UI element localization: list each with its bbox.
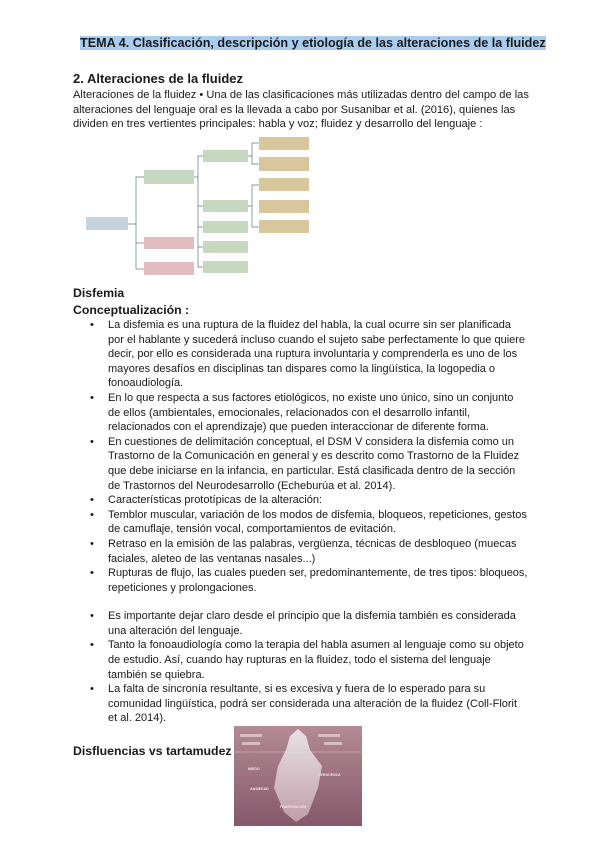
page-title — [78, 34, 548, 52]
iceberg-label: VERGÜENZA — [318, 773, 341, 777]
bullet-item: • Temblor muscular, variación de los modos de disfemia, bloqueos, repeticiones, gestos de camuflaje, tensión vocal, comportamientos de evitación. — [88, 508, 528, 537]
iceberg-label: MIEDO — [248, 767, 260, 771]
iceberg-image — [234, 726, 362, 826]
bullet-item: • En cuestiones de delimitación conceptual, el DSM V considera la disfemia como un Trastorno de la Comunicación en general y es descrito como Trastorno de la Fluidez que debe iniciarse en la infancia, en particular. Está clasificada dentro de la sección de Trastornos del Neurodesarrollo (Echeburúa et al. 2014). — [88, 435, 528, 493]
disfemia-bullet-list — [88, 318, 528, 726]
conceptualizacion-heading: Conceptualización : — [73, 303, 190, 317]
section-title: 2. Alteraciones de la fluidez — [73, 71, 244, 86]
page-title-text: TEMA 4. Clasificación, descripción y etiología de las alteraciones de la fluidez — [80, 36, 546, 50]
intro-paragraph: Alteraciones de la fluidez • Una de las clasificaciones más utilizadas dentro del campo de las alteraciones del lenguaje oral es la llevada a cabo por Susanibar et al. (2016), quienes las dividen en tres vertientes principales: habla y voz; fluidez y desarrollo del lenguaje : — [73, 89, 529, 130]
bullet-item: • La falta de sincronía resultante, si es excesiva y fuera de lo esperado para su comunidad lingüística, podrá ser considerada una alteración de la fluidez (Coll-Florit et al. 2014). — [88, 682, 528, 726]
disfluencias-heading: Disfluencias vs tartamudez — [73, 744, 232, 758]
iceberg-label: ANSIEDAD — [250, 787, 269, 791]
bullet-item: • Características prototípicas de la alteración: — [88, 493, 528, 508]
bullet-item: • En lo que respecta a sus factores etiológicos, no existe uno único, sino un conjunto de ellos (ambientales, emocionales, relacionados con el desarrollo infantil, relacionados con el aprendizaje) que pueden interaccionar de diferente forma. — [88, 391, 528, 435]
bullet-item: • La disfemia es una ruptura de la fluidez del habla, la cual ocurre sin ser planificada por el hablante y sucederá incluso cuando el sujeto sabe perfectamente lo que quiere decir, por ello es considerada una ruptura involuntaria y comprenderla es uno de los mayores desafíos en disciplinas tan dispares como la lingüística, la logopedia o fonoaudiología. — [88, 318, 528, 391]
iceberg-label: FRUSTRACIÓN — [280, 805, 307, 809]
bullet-item: • Retraso en la emisión de las palabras, vergüenza, técnicas de desbloqueo (muecas faciales, aleteo de las ventanas nasales...) — [88, 537, 528, 566]
bullet-item: • Rupturas de flujo, las cuales pueden ser, predominantemente, de tres tipos: bloqueos, repeticiones y prolongaciones. — [88, 566, 528, 595]
bullet-item: • Es importante dejar claro desde el principio que la disfemia también es considerada una alteración del lenguaje. — [88, 609, 528, 638]
disfemia-heading: Disfemia — [73, 286, 125, 300]
bullet-item: • Tanto la fonoaudiología como la terapia del habla asumen al lenguaje como su objeto de estudio. Así, cuando hay rupturas en la fluidez, todo el sistema del lenguaje también se quiebra. — [88, 638, 528, 682]
classification-diagram — [86, 133, 316, 279]
